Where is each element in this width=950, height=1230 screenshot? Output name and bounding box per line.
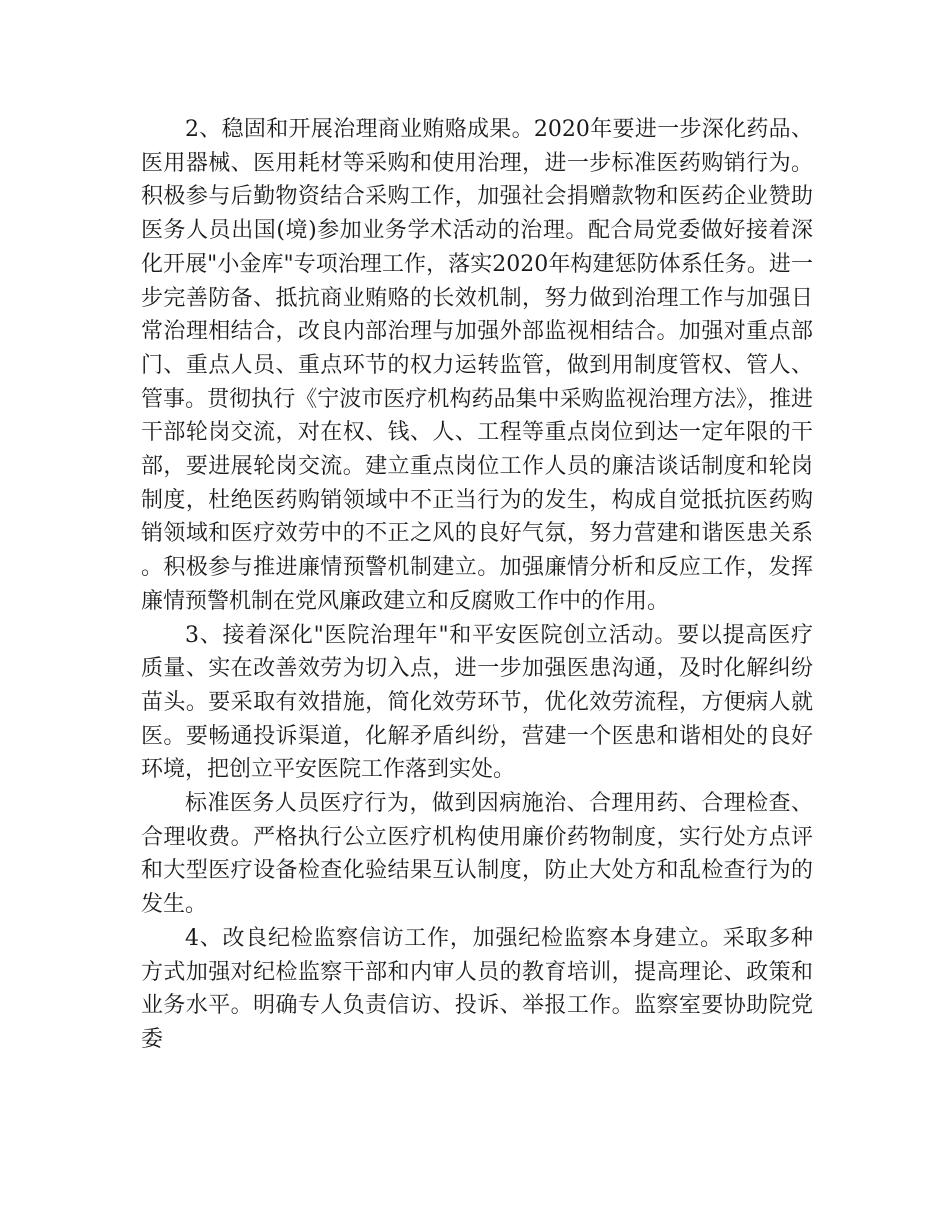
paragraph-medical-conduct: 标准医务人员医疗行为，做到因病施治、合理用药、合理检查、合理收费。严格执行公立医疗机构使用廉价药物制度，实行处方点评和大型医疗设备检查化验结果互认制度，防止大处方和乱检查行为的发生。	[141, 791, 813, 918]
paragraph-disciplinary-inspection: 4、改良纪检监察信访工作，加强纪检监察本身建立。采取多种方式加强对纪检监察干部和内审人员的教育培训，提高理论、政策和业务水平。明确专人负责信访、投诉、举报工作。监察室要协助院党委	[141, 925, 813, 1052]
paragraph-commercial-bribery: 2、稳固和开展治理商业贿赂成果。2020年要进一步深化药品、医用器械、医用耗材等采购和使用治理，进一步标准医药购销行为。积极参与后勤物资结合采购工作，加强社会捐赠款物和医药企业赞助医务人员出国(境)参加业务学术活动的治理。配合局党委做好接着深化开展"小金库"专项治理工作，落实2020年构建惩防体系任务。进一步完善防备、抵抗商业贿赂的长效机制，努力做到治理工作与加强日常治理相结合，改良内部治理与加强外部监视相结合。加强对重点部门、重点人员、重点环节的权力运转监管，做到用制度管权、管人、管事。贯彻执行《宁波市医疗机构药品集中采购监视治理方法》，推进干部轮岗交流，对在权、钱、人、工程等重点岗位到达一定年限的干部，要进展轮岗交流。建立重点岗位工作人员的廉洁谈话制度和轮岗制度，杜绝医药购销领域中不正当行为的发生，构成自觉抵抗医药购销领域和医疗效劳中的不正之风的良好气氛，努力营建和谐医患关系。积极参与推进廉情预警机制建立。加强廉情分析和反应工作，发挥廉情预警机制在党风廉政建立和反腐败工作中的作用。	[141, 117, 813, 614]
document-body	[141, 113, 813, 1057]
paragraph-hospital-governance: 3、接着深化"医院治理年"和平安医院创立活动。要以提高医疗质量、实在改善效劳为切入点，进一步加强医患沟通，及时化解纠纷苗头。要采取有效措施，简化效劳环节，优化效劳流程，方便病人就医。要畅通投诉渠道，化解矛盾纠纷，营建一个医患和谐相处的良好环境，把创立平安医院工作落到实处。	[141, 622, 813, 783]
